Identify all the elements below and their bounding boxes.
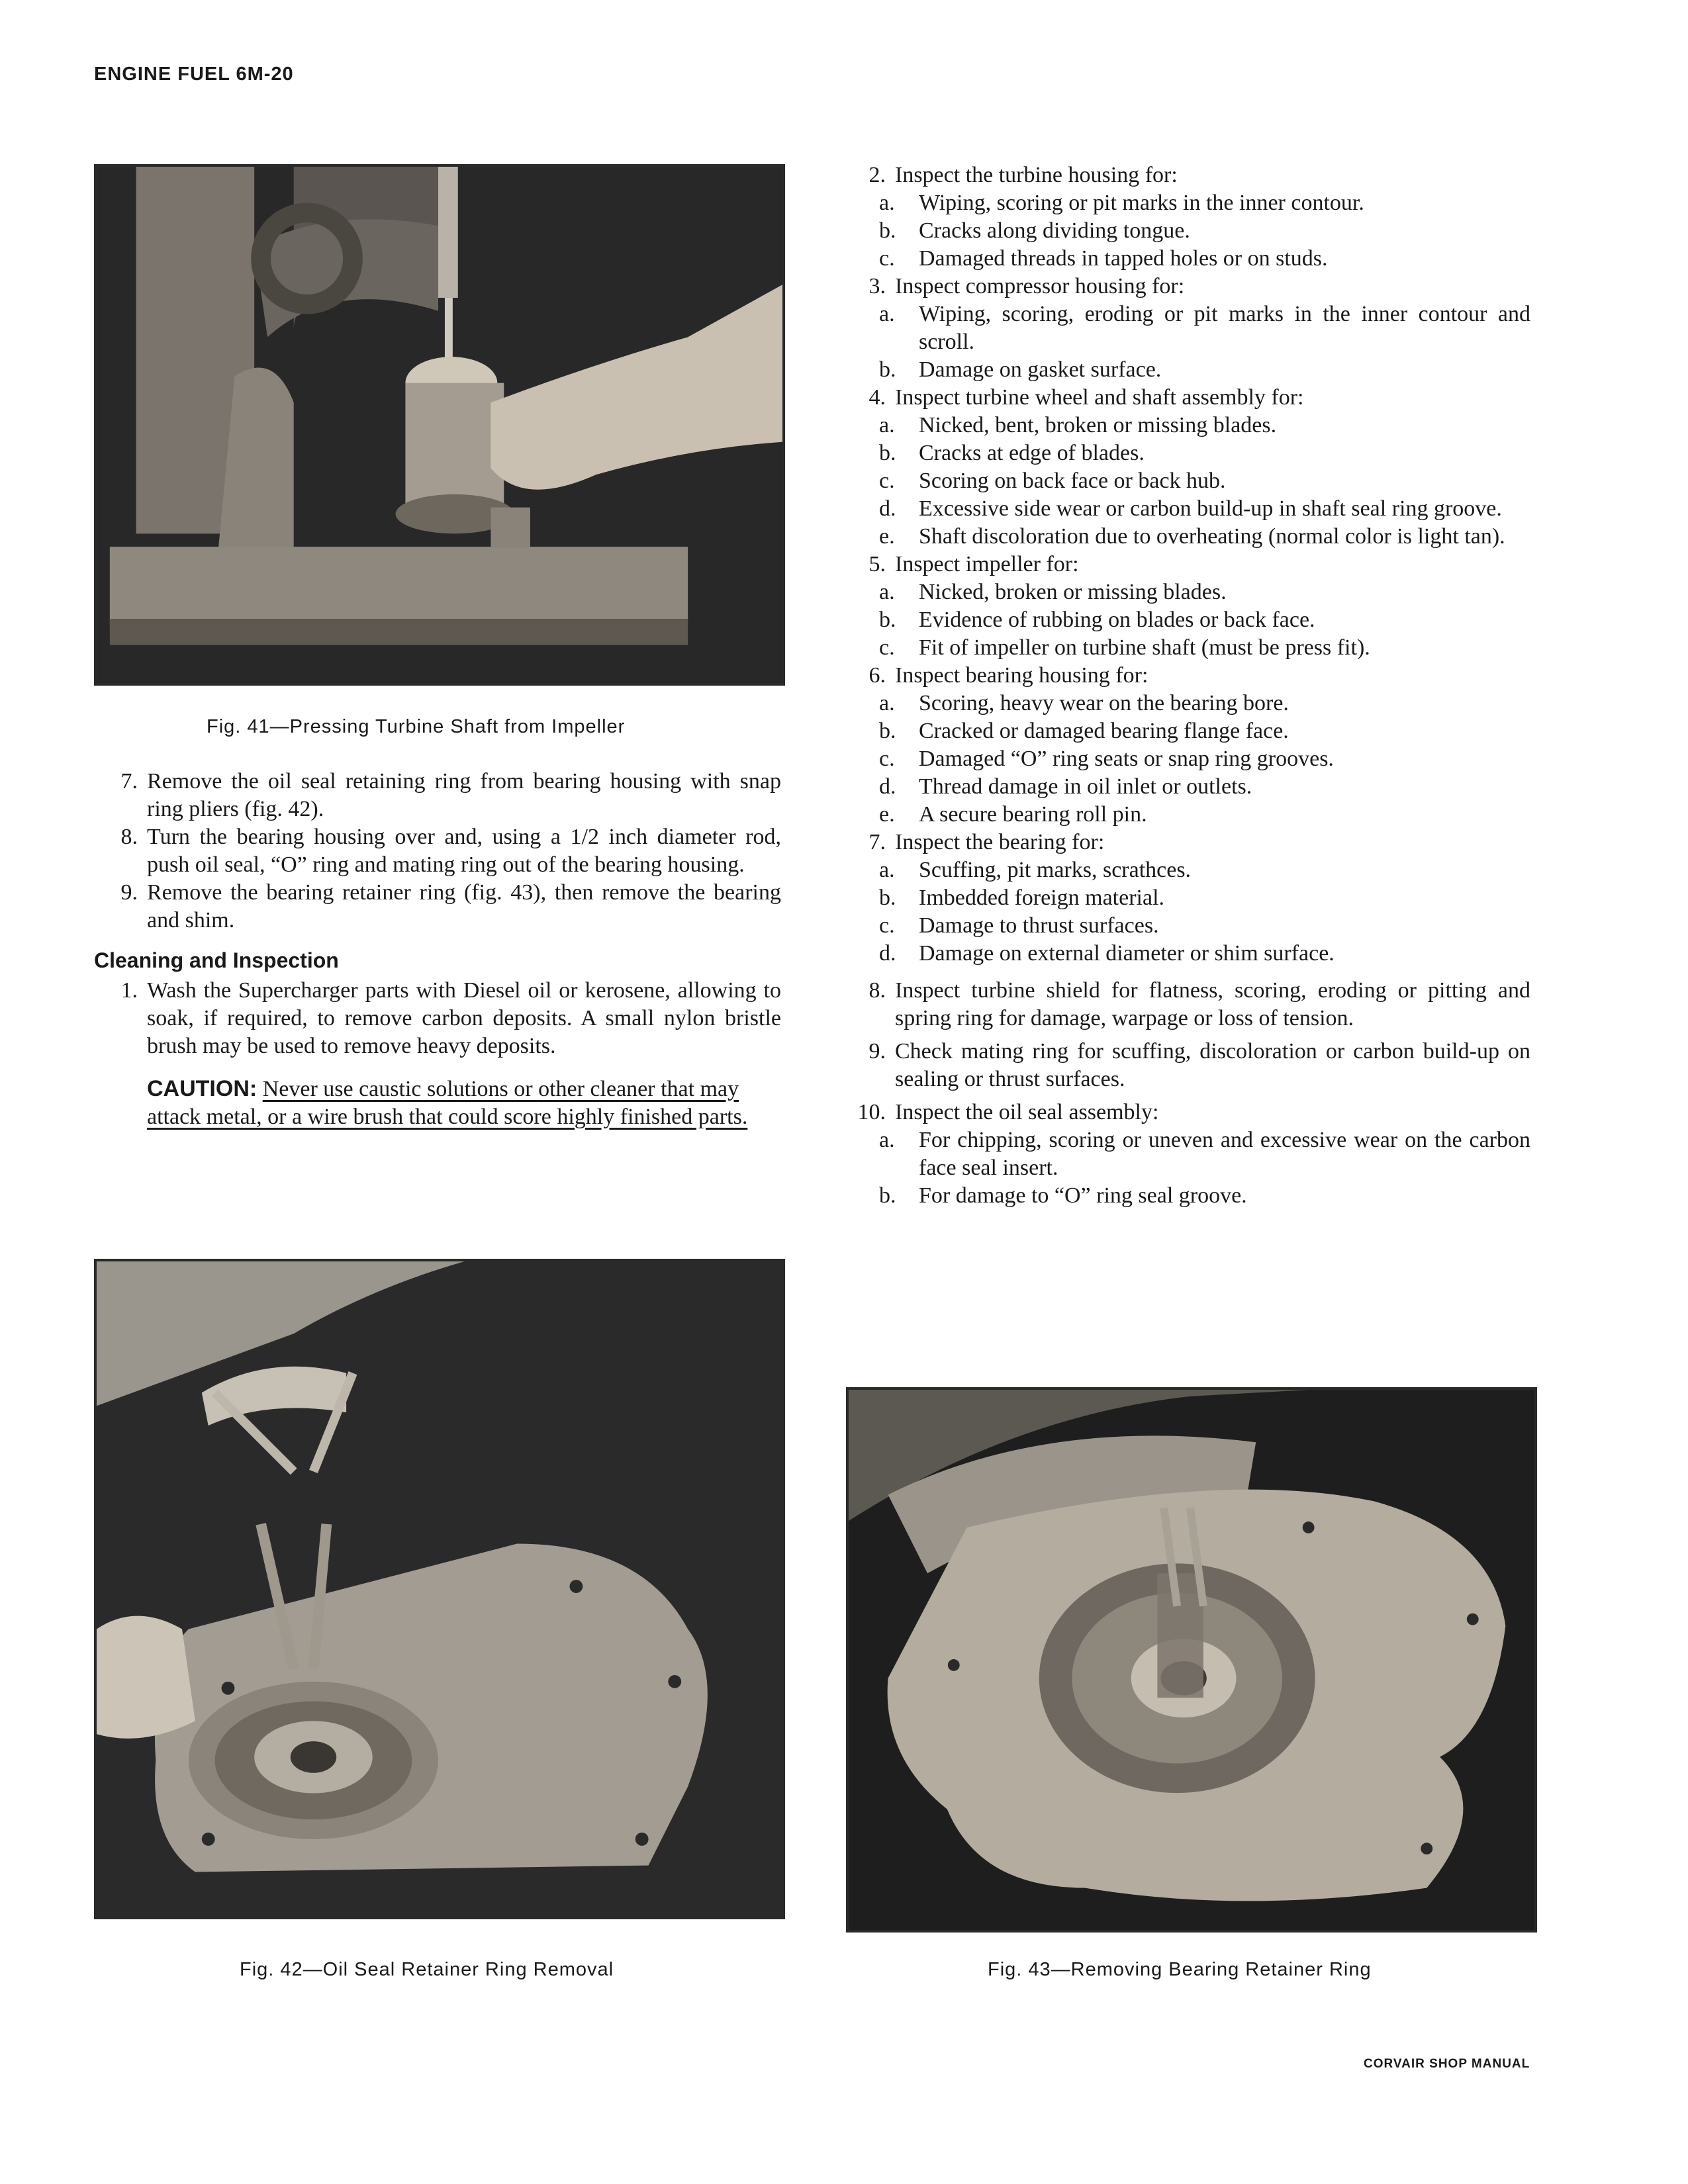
inspect-item-6e: e. A secure bearing roll pin. [879,802,1147,827]
figure-41-photo [94,164,785,686]
inspect-item-5a: a. Nicked, broken or missing blades. [879,580,1227,604]
inspect-item-7c: c. Damage to thrust surfaces. [879,913,1159,938]
inspect-item-5: 5. Inspect impeller for: [868,552,1079,576]
inspect-item-6c: c. Damaged “O” ring seats or snap ring grooves. [879,747,1334,771]
inspect-item-6d: d. Thread damage in oil inlet or outlets. [879,774,1252,799]
inspect-item-7d: d. Damage on external diameter or shim surface. [879,941,1335,966]
step-7: 7. Remove the oil seal retaining ring from bearing housing with snap ring pliers (fig. 42). [120,769,781,821]
inspect-item-6a: a. Scoring, heavy wear on the bearing bore. [879,691,1289,715]
inspect-item-7: 7. Inspect the bearing for: [868,830,1105,854]
left-column [94,768,781,1131]
inspect-item-7b: b. Imbedded foreign material. [879,886,1165,910]
inspect-item-4d: d. Excessive side wear or carbon build-up in shaft seal ring groove. [879,496,1502,521]
inspect-item-5b: b. Evidence of rubbing on blades or back face. [879,608,1315,632]
inspect-item-10b: b. For damage to “O” ring seal groove. [879,1183,1247,1208]
caution-note [94,1075,781,1131]
inspect-item-10a: a. For chipping, scoring or uneven and excessive wear on the carbon face seal insert. [879,1128,1530,1180]
inspect-item-4c: c. Scoring on back face or back hub. [879,469,1226,493]
inspect-item-4: 4. Inspect turbine wheel and shaft assembly for: [868,385,1304,410]
figure-43-photo [846,1387,1537,1933]
inspect-item-2c: c. Damaged threads in tapped holes or on studs. [879,246,1328,271]
figure-41-caption: Fig. 41—Pressing Turbine Shaft from Impeller [207,716,626,737]
inspect-item-7a: a. Scuffing, pit marks, scrathces. [879,858,1192,882]
inspect-item-9: 9. Check mating ring for scuffing, discoloration or carbon build-up on sealing or thrust surfaces. [868,1039,1530,1091]
inspect-item-3a: a. Wiping, scoring, eroding or pit marks in the inner contour and scroll. [879,302,1530,354]
section-title: Cleaning and Inspection [94,948,339,972]
inspect-item-3: 3. Inspect compressor housing for: [868,274,1185,298]
inspect-item-5c: c. Fit of impeller on turbine shaft (must be press fit). [879,635,1370,660]
figure-42-photo [94,1259,785,1919]
inspect-item-6b: b. Cracked or damaged bearing flange face. [879,719,1289,743]
inspect-item-3b: b. Damage on gasket surface. [879,357,1162,382]
inspect-item-8: 8. Inspect turbine shield for flatness, scoring, eroding or pitting and spring ring for damage, warpage or loss of tension. [868,978,1530,1030]
right-column [842,161,1530,1210]
inspect-item-2b: b. Cracks along dividing tongue. [879,218,1190,243]
inspect-item-2a: a. Wiping, scoring or pit marks in the inner contour. [879,191,1364,215]
inspect-item-2: 2. Inspect the turbine housing for: [868,163,1178,187]
figure-42-caption: Fig. 42—Oil Seal Retainer Ring Removal [240,1959,614,1980]
page-footer: CORVAIR SHOP MANUAL [1364,2057,1530,2071]
figure-43-caption: Fig. 43—Removing Bearing Retainer Ring [988,1959,1372,1980]
caution-label: CAUTION: [147,1076,258,1101]
caution-text: Never use caustic solutions or other cleaner that may attack metal, or a wire brush that could score highly finished parts. [147,1077,748,1129]
inspect-item-6: 6. Inspect bearing housing for: [868,663,1149,688]
inspect-item-10: 10. Inspect the oil seal assembly: [857,1100,1159,1124]
inspect-item-4e: e. Shaft discoloration due to overheating (normal color is light tan). [879,524,1505,549]
page-header: ENGINE FUEL 6M-20 [94,64,294,85]
step-8: 8. Turn the bearing housing over and, using a 1/2 inch diameter rod, push oil seal, “O” ring and mating ring out of the bearing housing. [120,825,781,877]
inspect-item-4a: a. Nicked, bent, broken or missing blades. [879,413,1277,437]
step-9: 9. Remove the bearing retainer ring (fig. 43), then remove the bearing and shim. [120,880,781,933]
clean-step-1: 1. Wash the Supercharger parts with Diesel oil or kerosene, allowing to soak, if required, to remove carbon deposits. A small nylon bristle brush may be used to remove heavy deposits. [120,978,781,1058]
inspect-item-4b: b. Cracks at edge of blades. [879,441,1145,465]
